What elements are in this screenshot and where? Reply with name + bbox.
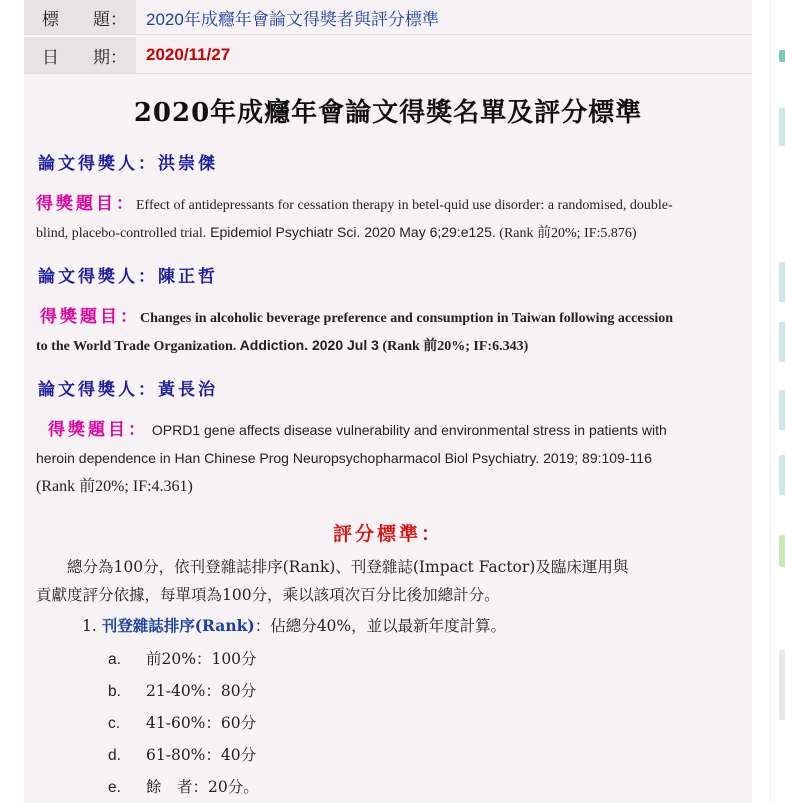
winner-label: 論文得獎人： xyxy=(38,154,158,174)
sidebar-tab-marker[interactable] xyxy=(779,50,785,62)
item-letter: e. xyxy=(108,779,121,796)
topic-text: Effect of antidepressants for cessation therapy in betel-quid use disorder: a randomised, double- xyxy=(136,198,673,213)
winner-label: 論文得獎人： xyxy=(38,267,158,287)
rank-description: ：佔總分40%，並以最新年度計算。 xyxy=(254,617,507,635)
winner-label: 論文得獎人： xyxy=(38,380,158,400)
winner-name: 陳正哲 xyxy=(158,267,218,287)
rank-number: 1. xyxy=(82,617,102,635)
winner-name: 黃長治 xyxy=(158,380,218,400)
sidebar-tab-marker[interactable] xyxy=(779,262,785,302)
meta-title-row xyxy=(24,0,752,35)
winner-name: 洪崇傑 xyxy=(158,154,218,174)
topic-text: blind, placebo-controlled trial. xyxy=(36,226,207,241)
topic-rank: (Rank 前20%; IF:6.343) xyxy=(378,339,529,354)
article-content xyxy=(24,0,752,803)
item-text: 前20%：100分 xyxy=(146,650,257,668)
rank-criterion xyxy=(82,614,506,636)
sidebar-tab-marker[interactable] xyxy=(779,455,785,495)
item-text: 41-60%：60分 xyxy=(146,714,257,732)
item-letter: c. xyxy=(108,715,121,732)
rank-item xyxy=(108,711,256,733)
item-letter: b. xyxy=(108,683,121,700)
topic-text: OPRD1 gene affects disease vulnerability and environmental stress in patients with xyxy=(148,422,667,438)
rank-label: 刊登雜誌排序(Rank) xyxy=(101,616,255,635)
sidebar-tab-marker[interactable] xyxy=(779,650,785,720)
topic-3-line3 xyxy=(36,473,746,501)
topic-text: to the World Trade Organization. xyxy=(36,339,237,354)
meta-title-label: 標 題： xyxy=(24,0,136,34)
sidebar-tab-marker[interactable] xyxy=(779,322,785,362)
winner-2 xyxy=(38,262,218,287)
sidebar-tab-marker[interactable] xyxy=(779,535,785,567)
topic-3-line2 xyxy=(36,444,746,472)
page-title: 2020年成癮年會論文得獎名單及評分標準 xyxy=(133,98,643,128)
rank-item xyxy=(108,743,256,765)
topic-3-line1 xyxy=(48,416,758,444)
item-text: 61-80%：40分 xyxy=(146,746,257,764)
item-text: 21-40%：80分 xyxy=(146,682,257,700)
meta-date-value: 2020/11/27 xyxy=(146,45,231,64)
rank-item xyxy=(108,679,256,701)
topic-label: 得獎題目： xyxy=(36,194,136,213)
meta-date-row xyxy=(24,37,752,74)
topic-rank: (Rank 前20%; IF:5.876) xyxy=(495,226,637,241)
scoring-title: 評分標準： xyxy=(332,523,443,545)
meta-title-value: 2020年成癮年會論文得獎者與評分標準 xyxy=(146,9,439,29)
sidebar-tab-marker[interactable] xyxy=(779,108,785,146)
sidebar-tab-marker[interactable] xyxy=(779,390,785,430)
topic-1-line2 xyxy=(36,218,746,248)
winner-3 xyxy=(38,375,218,400)
topic-text: heroin dependence in Han Chinese Prog Neuropsychopharmacol Biol Psychiatry. 2019; 89:109-116 xyxy=(36,450,652,466)
topic-label: 得獎題目： xyxy=(48,420,148,439)
topic-text: Changes in alcoholic beverage preference and consumption in Taiwan following accession xyxy=(140,311,674,326)
meta-date-label: 日 期： xyxy=(24,37,136,73)
winner-1 xyxy=(38,149,218,174)
topic-2-line2 xyxy=(36,331,746,361)
item-text: 餘 者：20分。 xyxy=(146,778,259,796)
topic-2-line1 xyxy=(40,303,750,333)
topic-citation: Epidemiol Psychiatr Sci. 2020 May 6;29:e125. xyxy=(206,224,496,240)
item-letter: a. xyxy=(108,651,121,668)
topic-rank: (Rank 前20%; IF:4.361) xyxy=(36,478,193,495)
topic-1-line1 xyxy=(36,190,746,220)
scoring-para-line1: 總分為100分，依刊登雜誌排序(Rank)、刊登雜誌(Impact Factor)及臨床運用與 xyxy=(36,558,629,576)
rank-item xyxy=(108,647,257,669)
topic-label: 得獎題目： xyxy=(40,307,140,326)
item-letter: d. xyxy=(108,747,121,764)
scoring-para-line2: 貢獻度評分依據，每單項為100分，乘以該項次百分比後加總計分。 xyxy=(36,586,500,604)
topic-citation: Addiction. 2020 Jul 3 xyxy=(236,337,379,353)
rank-item xyxy=(108,775,259,797)
